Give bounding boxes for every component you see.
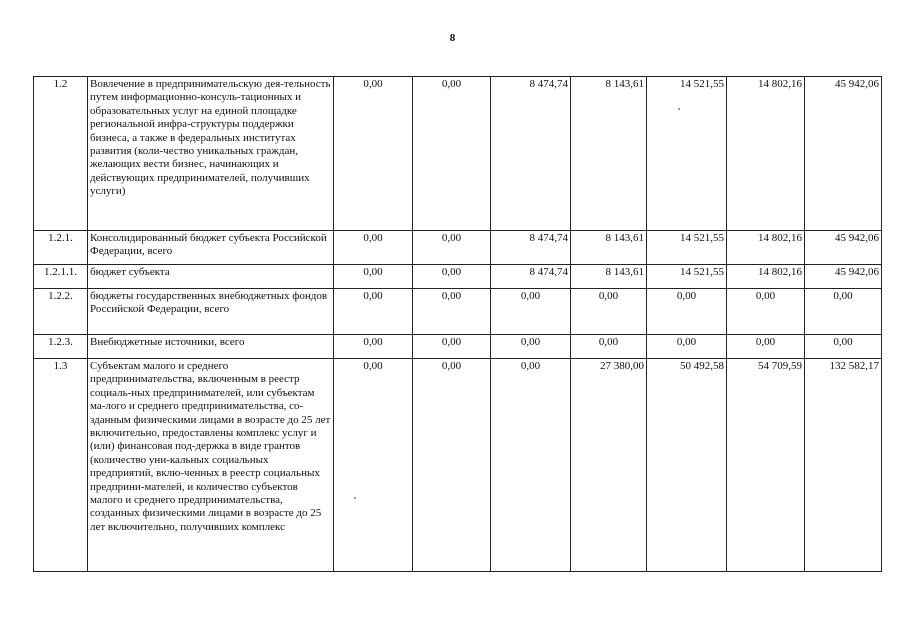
row-name: Вовлечение в предпринимательскую дея-тельность путем информационно-консуль-тационных и образовательных услуг на единой площадке региональной инфра-структуры поддержки бизнеса, а также в федеральных институтах развития (коли-чество уникальных граждан, желающих вести бизнес, начинающих и действующих предпринимателей, получивших услуги) — [88, 77, 334, 231]
value-cell: 54 709,59 — [727, 359, 805, 572]
value-cell: 8 143,61 — [571, 265, 647, 289]
value-cell: 0,00 — [334, 77, 413, 231]
value-cell: 8 474,74 — [491, 77, 571, 231]
value-cell: 132 582,17 — [805, 359, 882, 572]
value-cell: 8 143,61 — [571, 77, 647, 231]
value-cell: 0,00 — [413, 77, 491, 231]
page-number: 8 — [449, 32, 456, 44]
value-cell: 8 474,74 — [491, 265, 571, 289]
row-name: Субъектам малого и среднего предпринимательства, включенным в реестр социаль-ных предпринимателей, или субъектам ма-лого и среднего предпринимательства, со-зданным физическими лицами в возрасте до 25 лет включительно, предоставлены комплекс услуг и (или) финансовая под-держка в виде грантов (количество уни-кальных социальных предприятий, вклю-ченных в реестр социальных предприни-мателей, и количество субъектов малого и среднего предпринимательства, созданных физическими лицами в возрасте до 25 лет включительно, получивших комплекс — [88, 359, 334, 572]
value-cell: 14 521,55 — [647, 231, 727, 265]
value-cell: 0,00 — [413, 335, 491, 359]
value-cell: 14 521,55 — [647, 265, 727, 289]
value-cell: 14 802,16 — [727, 265, 805, 289]
value-cell: 50 492,58 — [647, 359, 727, 572]
scan-speck — [354, 497, 356, 499]
row-code: 1.2.1. — [34, 231, 88, 265]
value-cell: 27 380,00 — [571, 359, 647, 572]
value-cell: 45 942,06 — [805, 231, 882, 265]
value-cell: 0,00 — [571, 335, 647, 359]
value-cell: 0,00 — [334, 335, 413, 359]
scan-speck — [678, 108, 680, 110]
value-cell: 0,00 — [727, 335, 805, 359]
value-cell: 0,00 — [805, 289, 882, 335]
value-cell: 0,00 — [413, 359, 491, 572]
value-cell: 0,00 — [727, 289, 805, 335]
row-name: Консолидированный бюджет субъекта Российской Федерации, всего — [88, 231, 334, 265]
value-cell: 0,00 — [413, 265, 491, 289]
row-name: бюджет субъекта — [88, 265, 334, 289]
value-cell: 45 942,06 — [805, 265, 882, 289]
value-cell: 0,00 — [647, 289, 727, 335]
table-row — [34, 359, 882, 572]
table-row — [34, 289, 882, 335]
row-code: 1.2.1.1. — [34, 265, 88, 289]
value-cell: 0,00 — [491, 359, 571, 572]
value-cell: 0,00 — [334, 231, 413, 265]
value-cell: 0,00 — [413, 231, 491, 265]
budget-table — [33, 76, 882, 572]
table-row — [34, 265, 882, 289]
value-cell: 0,00 — [491, 335, 571, 359]
value-cell: 0,00 — [491, 289, 571, 335]
table-row — [34, 231, 882, 265]
value-cell: 14 521,55 — [647, 77, 727, 231]
value-cell: 0,00 — [334, 265, 413, 289]
value-cell: 45 942,06 — [805, 77, 882, 231]
row-name: Внебюджетные источники, всего — [88, 335, 334, 359]
table-row — [34, 335, 882, 359]
value-cell: 0,00 — [647, 335, 727, 359]
row-code: 1.2.2. — [34, 289, 88, 335]
value-cell: 14 802,16 — [727, 77, 805, 231]
value-cell: 0,00 — [571, 289, 647, 335]
row-code: 1.2 — [34, 77, 88, 231]
table-row — [34, 77, 882, 231]
value-cell: 0,00 — [334, 359, 413, 572]
value-cell: 0,00 — [413, 289, 491, 335]
row-code: 1.3 — [34, 359, 88, 572]
value-cell: 0,00 — [805, 335, 882, 359]
value-cell: 0,00 — [334, 289, 413, 335]
row-code: 1.2.3. — [34, 335, 88, 359]
value-cell: 8 143,61 — [571, 231, 647, 265]
value-cell: 14 802,16 — [727, 231, 805, 265]
row-name: бюджеты государственных внебюджетных фондов Российской Федерации, всего — [88, 289, 334, 335]
value-cell: 8 474,74 — [491, 231, 571, 265]
